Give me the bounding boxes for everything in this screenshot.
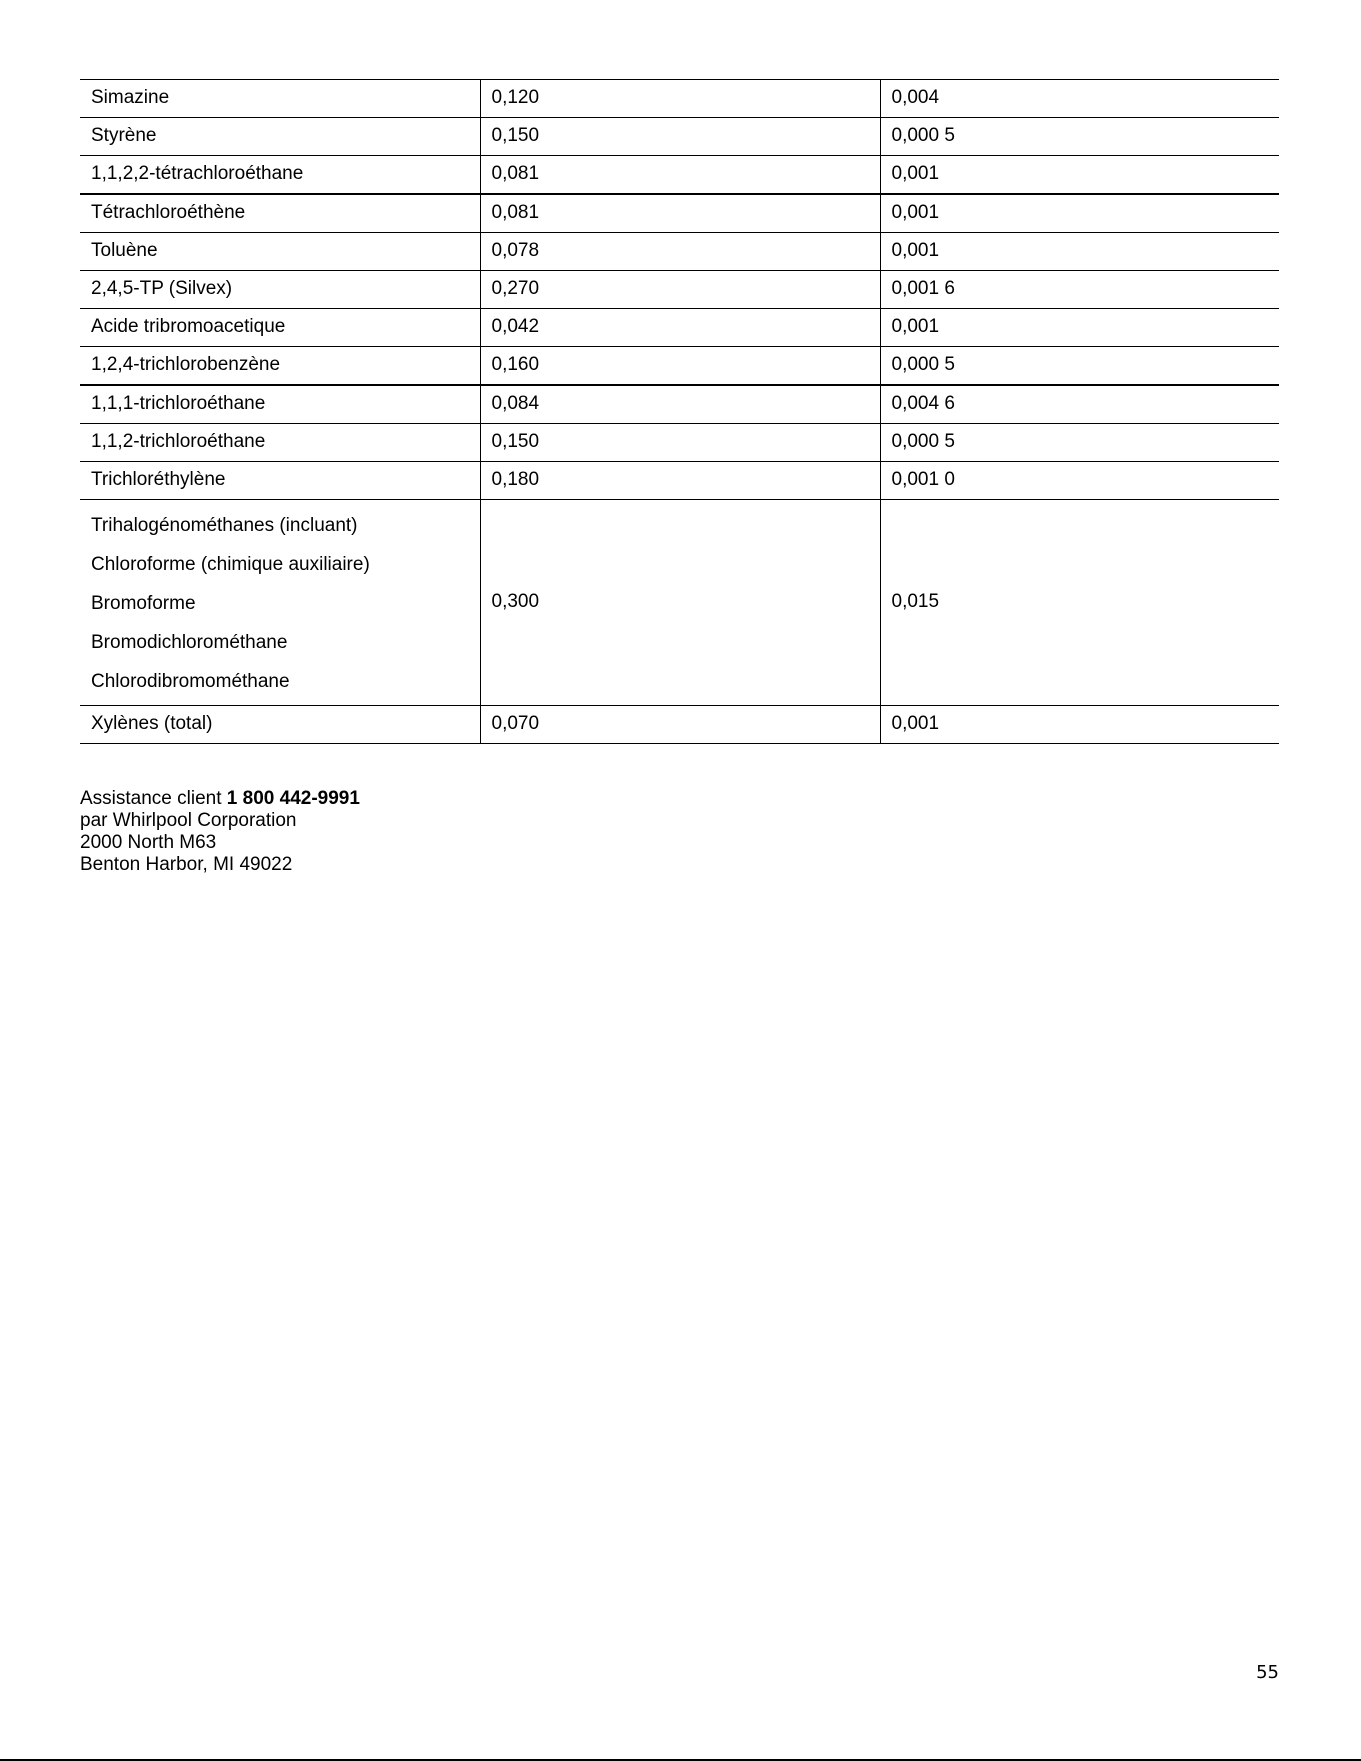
table-row bbox=[80, 424, 1279, 462]
group-name-line: Chlorodibromométhane bbox=[91, 671, 290, 692]
assistance-line bbox=[80, 788, 360, 810]
table-row bbox=[80, 118, 1279, 156]
value-col-2: 0,000 5 bbox=[880, 118, 1279, 156]
value-col-2: 0,001 bbox=[880, 309, 1279, 347]
value-col-1: 0,081 bbox=[480, 194, 880, 233]
value-col-2: 0,004 6 bbox=[880, 385, 1279, 424]
contaminant-name: Trichloréthylène bbox=[80, 462, 480, 500]
group-name-line: Trihalogénométhanes (incluant) bbox=[91, 515, 358, 536]
contaminant-name: 2,4,5-TP (Silvex) bbox=[80, 271, 480, 309]
value-col-1: 0,180 bbox=[480, 462, 880, 500]
value-col-1: 0,078 bbox=[480, 233, 880, 271]
contaminant-name: Tétrachloroéthène bbox=[80, 194, 480, 233]
value-col-1: 0,081 bbox=[480, 156, 880, 195]
company-line: par Whirlpool Corporation bbox=[80, 810, 297, 831]
table-row-group bbox=[80, 500, 1279, 706]
value-col-2: 0,001 6 bbox=[880, 271, 1279, 309]
group-name-line: Bromodichlorométhane bbox=[91, 632, 288, 653]
table-row bbox=[80, 706, 1279, 744]
address-line: 2000 North M63 bbox=[80, 832, 217, 853]
value-col-2: 0,001 bbox=[880, 706, 1279, 744]
table-row bbox=[80, 156, 1279, 195]
value-col-1: 0,270 bbox=[480, 271, 880, 309]
contaminant-name: 1,2,4-trichlorobenzène bbox=[80, 347, 480, 386]
assistance-label: Assistance client bbox=[80, 788, 227, 809]
value-col-2: 0,000 5 bbox=[880, 347, 1279, 386]
value-col-1: 0,150 bbox=[480, 118, 880, 156]
city-line: Benton Harbor, MI 49022 bbox=[80, 854, 293, 875]
value-col-1: 0,120 bbox=[480, 80, 880, 118]
value-col-2: 0,004 bbox=[880, 80, 1279, 118]
contaminant-name: Acide tribromoacetique bbox=[80, 309, 480, 347]
value-col-2: 0,000 5 bbox=[880, 424, 1279, 462]
value-col-2: 0,001 bbox=[880, 233, 1279, 271]
table-row bbox=[80, 309, 1279, 347]
table-row bbox=[80, 347, 1279, 386]
table-row bbox=[80, 385, 1279, 424]
contaminant-name: Styrène bbox=[80, 118, 480, 156]
table-row bbox=[80, 462, 1279, 500]
value-col-2: 0,001 0 bbox=[880, 462, 1279, 500]
value-col-1: 0,160 bbox=[480, 347, 880, 386]
contaminant-table bbox=[80, 79, 1279, 744]
phone-number: 1 800 442-9991 bbox=[226, 788, 360, 809]
contaminant-name: Toluène bbox=[80, 233, 480, 271]
value-col-2: 0,001 bbox=[880, 194, 1279, 233]
contaminant-group-names bbox=[80, 500, 480, 706]
value-col-2: 0,015 bbox=[880, 500, 1279, 706]
table-row bbox=[80, 194, 1279, 233]
group-name-line: Bromoforme bbox=[91, 593, 196, 614]
value-col-1: 0,070 bbox=[480, 706, 880, 744]
value-col-2: 0,001 bbox=[880, 156, 1279, 195]
table-row bbox=[80, 80, 1279, 118]
table-row bbox=[80, 271, 1279, 309]
group-name-line: Chloroforme (chimique auxiliaire) bbox=[91, 554, 370, 575]
table-row bbox=[80, 233, 1279, 271]
value-col-1: 0,084 bbox=[480, 385, 880, 424]
value-col-1: 0,300 bbox=[480, 500, 880, 706]
value-col-1: 0,042 bbox=[480, 309, 880, 347]
contaminant-name: 1,1,1-trichloroéthane bbox=[80, 385, 480, 424]
page-number: 55 bbox=[1256, 1662, 1279, 1683]
contaminant-name: 1,1,2,2-tétrachloroéthane bbox=[80, 156, 480, 195]
contaminant-name: Simazine bbox=[80, 80, 480, 118]
contaminant-name: 1,1,2-trichloroéthane bbox=[80, 424, 480, 462]
contaminant-name: Xylènes (total) bbox=[80, 706, 480, 744]
contact-block bbox=[80, 788, 360, 876]
value-col-1: 0,150 bbox=[480, 424, 880, 462]
